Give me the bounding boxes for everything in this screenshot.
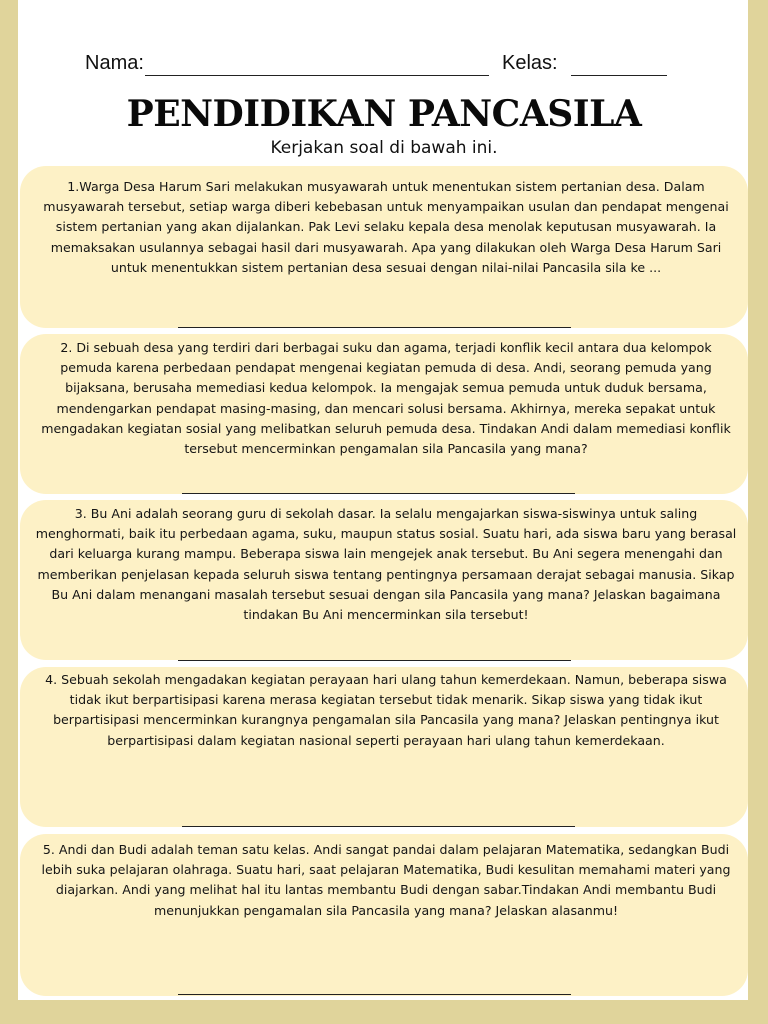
question-text-1: 1.Warga Desa Harum Sari melakukan musyawarah untuk menentukan sistem pertanian desa. Dalam musyawarah tersebut, setiap warga diberi kebebasan untuk menyampaikan usulan dan pendapat mengenai sistem pertanian yang akan dijalankan. Pak Levi selaku kepala desa menolak keputusan musyawarah. Ia memaksakan usulannya sebagai hasil dari musyawarah. Apa yang dilakukan oleh Warga Desa Harum Sari untuk menentukkan sistem pertanian desa sesuai dengan nilai-nilai Pancasila sila ke ... (43, 179, 729, 275)
question-card-5 (20, 834, 748, 996)
question-card-4 (20, 667, 748, 827)
answer-line-4[interactable] (182, 826, 575, 827)
question-text-3: 3. Bu Ani adalah seorang guru di sekolah dasar. Ia selalu mengajarkan siswa-siswinya untuk saling menghormati, baik itu perbedaan agama, suku, maupun status sosial. Suatu hari, ada siswa baru yang berasal dari keluarga kurang mampu. Beberapa siswa lain mengejek anak tersebut. Bu Ani segera menengahi dan memberikan penjelasan kepada seluruh siswa tentang pentingnya persamaan derajat sebagai manusia. Sikap Bu Ani dalam menangani masalah tersebut sesuai dengan sila Pancasila yang mana? Jelaskan bagaimana tindakan Bu Ani mencerminkan sila tersebut! (35, 506, 737, 623)
answer-line-5[interactable] (178, 994, 571, 995)
kelas-label: Kelas: (502, 52, 558, 74)
answer-line-2[interactable] (182, 493, 575, 494)
nama-label: Nama: (85, 52, 144, 74)
question-text-5: 5. Andi dan Budi adalah teman satu kelas. Andi sangat pandai dalam pelajaran Matematika, sedangkan Budi lebih suka pelajaran olahraga. Suatu hari, saat pelajaran Matematika, Budi kesulitan memahami materi yang diajarkan. Andi yang melihat hal itu lantas membantu Budi dengan sabar.Tindakan Andi membantu Budi menunjukkan pengamalan sila Pancasila yang mana? Jelaskan alasanmu! (41, 842, 731, 918)
question-card-1 (20, 166, 748, 328)
question-text-2: 2. Di sebuah desa yang terdiri dari berbagai suku dan agama, terjadi konflik kecil antara dua kelompok pemuda karena perbedaan pendapat mengenai kegiatan pemuda di desa. Andi, seorang pemuda yang bijaksana, berusaha memediasi kedua kelompok. Ia mengajak semua pemuda untuk duduk bersama, mendengarkan pendapat masing-masing, dan mencari solusi bersama. Akhirnya, mereka sepakat untuk mengadakan kegiatan sosial yang melibatkan seluruh pemuda desa. Tindakan Andi dalam memediasi konflik tersebut mencerminkan pengamalan sila Pancasila yang mana? (41, 340, 731, 457)
answer-line-3[interactable] (178, 660, 571, 661)
student-info-header (0, 52, 768, 80)
question-card-3 (20, 500, 748, 660)
answer-line-1[interactable] (178, 327, 571, 328)
nama-field[interactable] (145, 75, 489, 76)
question-card-2 (20, 334, 748, 494)
question-text-4: 4. Sebuah sekolah mengadakan kegiatan perayaan hari ulang tahun kemerdekaan. Namun, beberapa siswa tidak ikut berpartisipasi karena merasa kegiatan tersebut tidak menarik. Sikap siswa yang tidak ikut berpartisipasi mencerminkan kurangnya pengamalan sila Pancasila yang mana? Jelaskan pentingnya ikut berpartisipasi dalam kegiatan nasional seperti perayaan hari ulang tahun kemerdekaan. (45, 672, 727, 748)
page-subtitle: Kerjakan soal di bawah ini. (270, 138, 498, 158)
kelas-field[interactable] (571, 75, 667, 76)
page-title: PENDIDIKAN PANCASILA (126, 93, 642, 135)
